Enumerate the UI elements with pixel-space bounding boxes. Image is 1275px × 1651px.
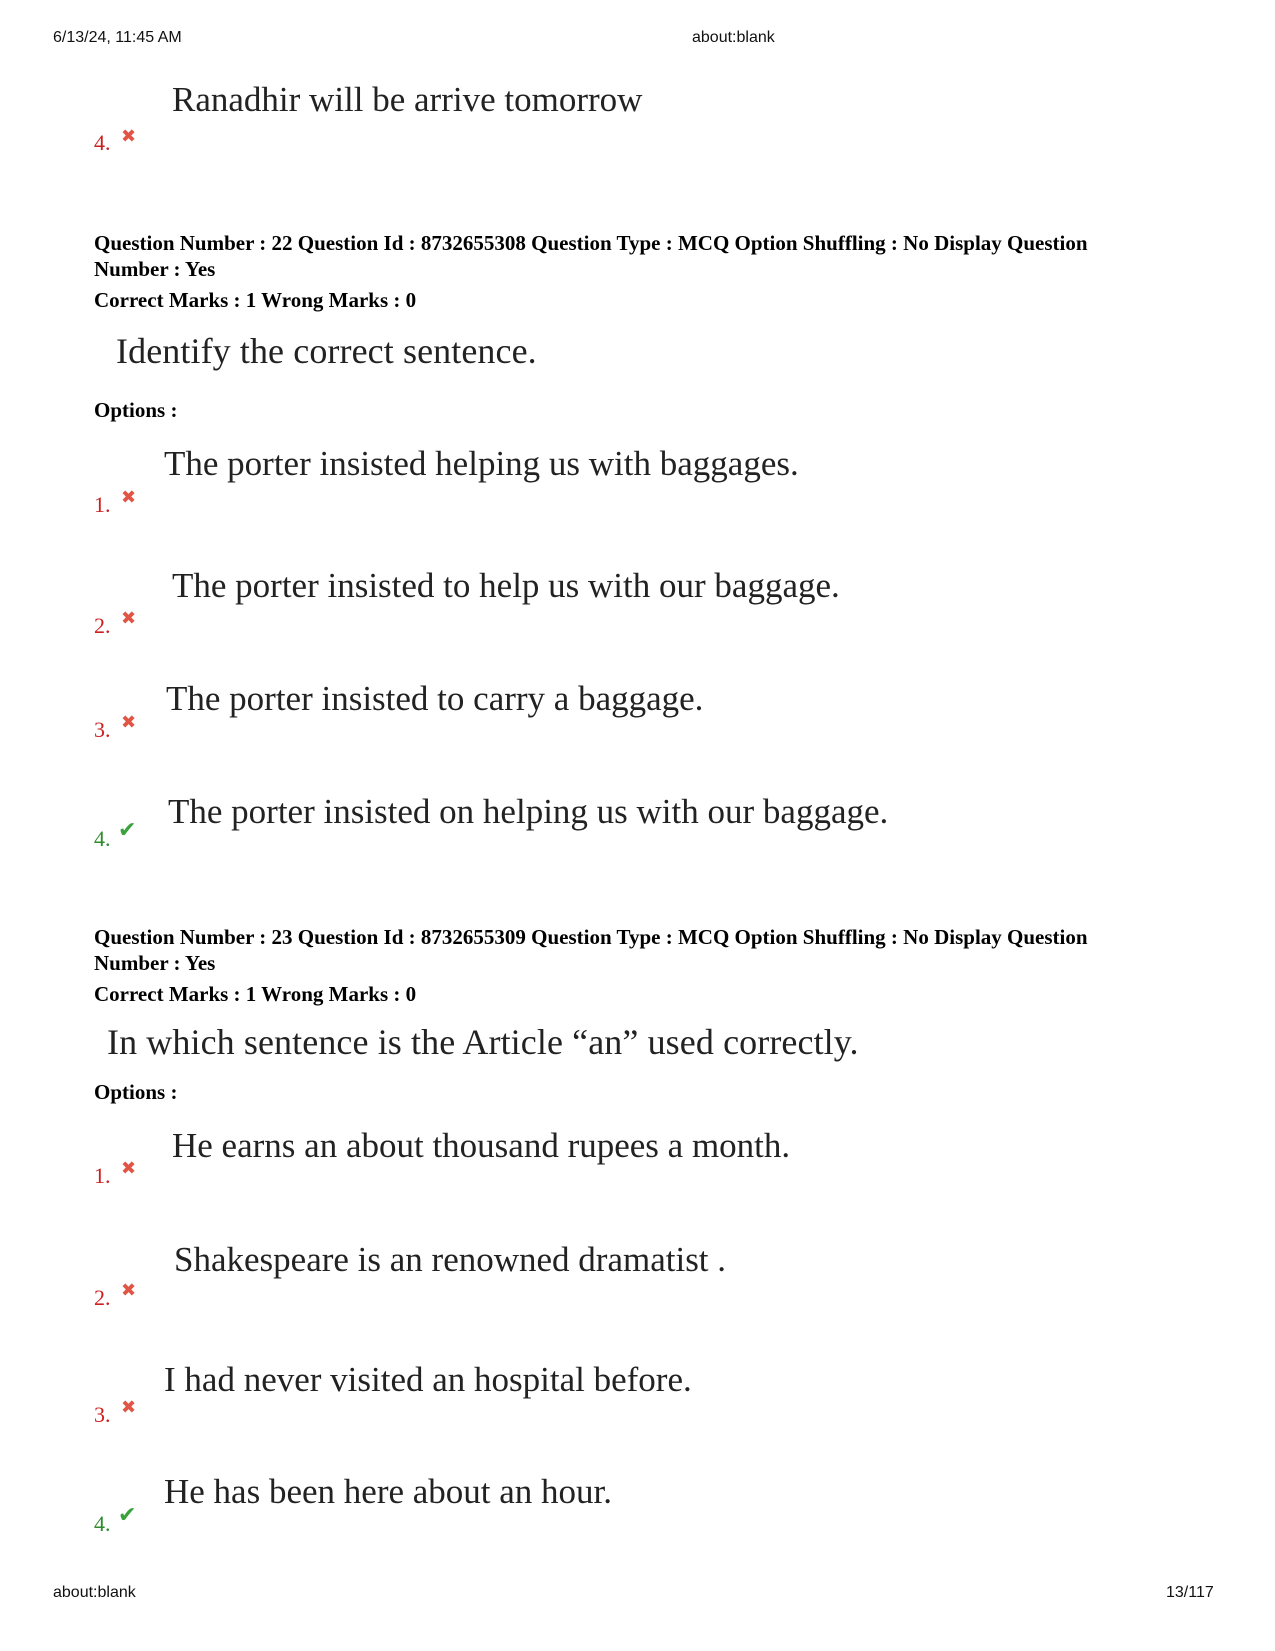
q23-option-2-number: 2. <box>94 1285 111 1310</box>
q22-option-1-number: 1. <box>94 492 111 517</box>
q22-option-4-number: 4. <box>94 826 111 851</box>
q23-option-3-text: I had never visited an hospital before. <box>164 1360 692 1399</box>
q22-options-label: Options : <box>94 398 178 422</box>
prev-option-text: Ranadhir will be arrive tomorrow <box>172 80 643 119</box>
cross-icon: ✖ <box>121 1158 137 1179</box>
cross-icon: ✖ <box>121 1397 137 1418</box>
q23-meta <box>94 924 1214 976</box>
q22-option-2-text: The porter insisted to help us with our baggage. <box>172 566 840 605</box>
q22-meta-line1: Question Number : 22 Question Id : 8732655308 Question Type : MCQ Option Shuffling : No Display Question <box>94 231 1088 255</box>
page-number: 13/117 <box>1166 1584 1214 1601</box>
q23-option-1-text: He earns an about thousand rupees a month. <box>172 1126 791 1165</box>
q22-option-2-number: 2. <box>94 613 111 638</box>
q22-meta-line2: Number : Yes <box>94 257 216 281</box>
q22-option-3-number: 3. <box>94 717 111 742</box>
cross-icon: ✖ <box>121 126 137 147</box>
q22-marks: Correct Marks : 1 Wrong Marks : 0 <box>94 288 417 312</box>
q23-option-3-number: 3. <box>94 1402 111 1427</box>
q23-stem: In which sentence is the Article “an” used correctly. <box>107 1022 859 1062</box>
cross-icon: ✖ <box>121 712 137 733</box>
q23-marks: Correct Marks : 1 Wrong Marks : 0 <box>94 982 417 1006</box>
cross-icon: ✖ <box>121 608 137 629</box>
print-datetime: 6/13/24, 11:45 AM <box>53 29 182 46</box>
q22-meta <box>94 230 1214 282</box>
q23-meta-line1: Question Number : 23 Question Id : 8732655309 Question Type : MCQ Option Shuffling : No Display Question <box>94 925 1088 949</box>
q22-stem: Identify the correct sentence. <box>116 331 537 371</box>
print-url: about:blank <box>692 29 775 46</box>
q23-option-2-text: Shakespeare is an renowned dramatist . <box>174 1240 727 1279</box>
q23-meta-line2: Number : Yes <box>94 951 216 975</box>
q22-option-3-text: The porter insisted to carry a baggage. <box>166 679 704 718</box>
q22-option-1-text: The porter insisted helping us with baggages. <box>164 444 799 483</box>
q23-option-4-number: 4. <box>94 1511 111 1536</box>
check-icon: ✔ <box>118 1503 137 1528</box>
cross-icon: ✖ <box>121 1280 137 1301</box>
footer-url: about:blank <box>53 1584 136 1601</box>
q23-option-4-text: He has been here about an hour. <box>164 1472 613 1511</box>
cross-icon: ✖ <box>121 487 137 508</box>
check-icon: ✔ <box>118 818 137 843</box>
q22-option-4-text: The porter insisted on helping us with our baggage. <box>168 792 889 831</box>
q23-options-label: Options : <box>94 1080 178 1104</box>
prev-option-number: 4. <box>94 130 111 155</box>
q23-option-1-number: 1. <box>94 1163 111 1188</box>
